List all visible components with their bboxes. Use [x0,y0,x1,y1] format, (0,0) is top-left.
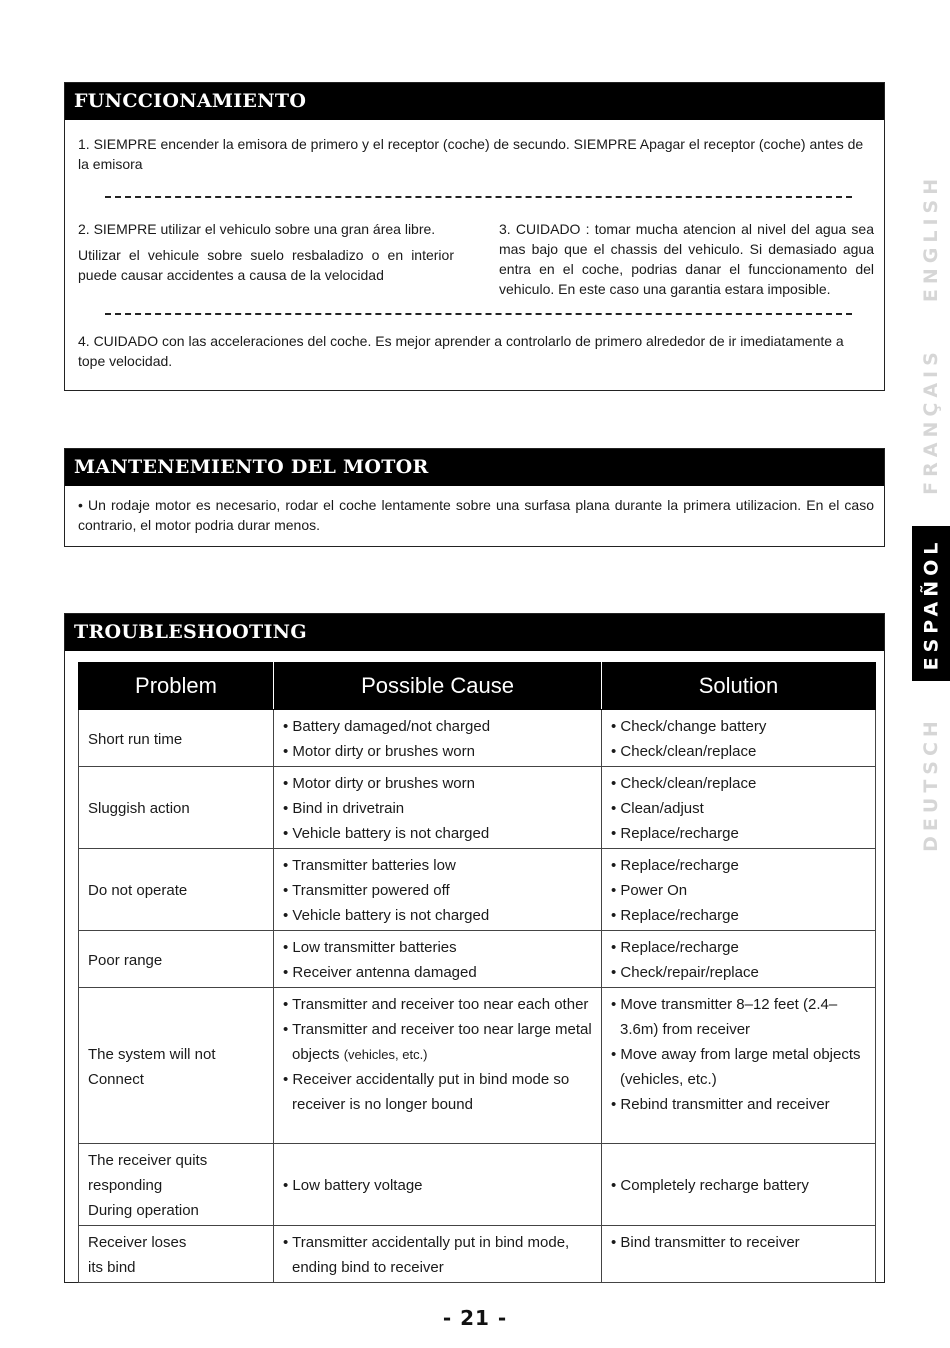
cause-item: • Low transmitter batteries [283,939,457,956]
solution-cell [602,849,876,931]
solution-item: • Move transmitter 8–12 feet (2.4–3.6m) from receiver [611,996,838,1038]
problem-text: Connect [88,1070,144,1088]
troubleshooting-table [78,662,876,1283]
solution-item: • Move away from large metal objects (vehicles, etc.) [611,1046,861,1088]
dashed-divider [105,313,852,315]
tab-english-label: ENGLISH [920,173,942,302]
tab-english[interactable] [912,160,950,315]
tab-francais[interactable] [912,343,950,498]
cause-item: • Motor dirty or brushes worn [283,743,475,760]
cause-cell [274,767,602,849]
solution-item: • Clean/adjust [611,800,704,817]
problem-cell [79,988,274,1144]
tab-deutsch[interactable] [912,706,950,861]
cause-item [283,1017,594,1067]
problem-cell [79,1226,274,1283]
solution-cell [602,988,876,1144]
solution-item: • Check/change battery [611,718,767,735]
table-row [79,1226,876,1283]
mantenimiento-panel [64,448,885,547]
cause-item: • Vehicle battery is not charged [283,907,490,924]
solution-item: • Check/repair/replace [611,964,759,981]
mantenimiento-title: MANTENEMIENTO DEL MOTOR [65,449,884,486]
funcionamiento-item-2-line-1: 2. SIEMPRE utilizar el vehiculo sobre una gran área libre. [78,221,436,237]
table-row [79,767,876,849]
cause-item: • Battery damaged/not charged [283,718,491,735]
problem-text: Poor range [88,951,163,969]
cause-item: • Transmitter and receiver too near each other [283,996,589,1013]
cause-item-text: • Transmitter and receiver too near large metal objects [283,1021,592,1063]
tab-espanol[interactable] [912,526,950,681]
funcionamiento-item-1: 1. SIEMPRE encender la emisora de primero y el receptor (coche) de secundo. SIEMPRE Apagar el receptor (coche) antes de la emisora [78,136,864,172]
solution-item: • Replace/recharge [611,939,739,956]
problem-text: responding [88,1177,163,1194]
tab-espanol-label: ESPAÑOL [920,537,942,670]
solution-item: • Replace/recharge [611,857,739,874]
table-header-row [79,663,876,710]
table-row [79,988,876,1144]
cause-item: • Transmitter batteries low [283,857,456,874]
problem-cell [79,710,274,767]
header-problem: Problem [79,663,274,710]
solution-item: • Completely recharge battery [611,1177,809,1194]
problem-cell [79,849,274,931]
solution-item: • Replace/recharge [611,907,739,924]
cause-item: • Low battery voltage [283,1177,423,1194]
solution-item: • Check/clean/replace [611,743,757,760]
funcionamiento-panel [64,82,885,391]
cause-item: • Transmitter powered off [283,882,450,899]
table-row [79,849,876,931]
table-row [79,1144,876,1226]
cause-item: • Transmitter accidentally put in bind mode, ending bind to receiver [283,1234,570,1276]
solution-item: • Rebind transmitter and receiver [611,1096,830,1113]
cause-cell [274,710,602,767]
tab-francais-label: FRANÇAIS [920,346,942,495]
funcionamiento-item-2-line-2: Utilizar el vehicule sobre suelo resbaladizo o en interior puede causar accidentes a causa de la velocidad [78,247,454,283]
troubleshooting-panel [64,613,885,1283]
problem-cell [79,767,274,849]
solution-cell [602,767,876,849]
cause-item: • Bind in drivetrain [283,800,405,817]
solution-item: • Check/clean/replace [611,775,757,792]
cause-cell [274,1144,602,1226]
header-solution: Solution [602,663,876,710]
problem-text: During operation [88,1202,199,1219]
cause-cell [274,849,602,931]
funcionamiento-item-3: 3. CUIDADO : tomar mucha atencion al nivel del agua sea mas bajo que el chassis del vehiculo. Si demasiado agua entra en el coche, podrias danar el funccionamento del vehiculo. En este caso una garantia estara imposible. [499,221,874,297]
problem-text: Do not operate [88,882,188,899]
problem-text: its bind [88,1259,136,1276]
problem-text: Sluggish action [88,800,190,817]
tab-deutsch-label: DEUTSCH [920,715,943,852]
mantenimiento-text: • Un rodaje motor es necesario, rodar el coche lentamente sobre una surfasa plana durante la primera utilizacion. En el caso contrario, el motor podria durar menos. [78,497,874,533]
cause-item: • Vehicle battery is not charged [283,825,490,842]
solution-cell [602,1144,876,1226]
funcionamiento-title: FUNCCIONAMIENTO [65,83,884,120]
table-row [79,931,876,988]
table-row [79,710,876,767]
solution-item: • Bind transmitter to receiver [611,1234,800,1251]
funcionamiento-item-4: 4. CUIDADO con las acceleraciones del coche. Es mejor aprender a controlarlo de primero alrededor de ir imediatamente a tope velocidad. [78,333,844,369]
problem-text: Receiver loses [88,1234,187,1251]
funcionamiento-item-2 [78,219,454,285]
solution-cell [602,710,876,767]
cause-cell [274,1226,602,1283]
dashed-divider [105,196,852,198]
cause-item: • Receiver antenna damaged [283,964,477,981]
cause-cell [274,988,602,1144]
cause-cell [274,931,602,988]
solution-cell [602,931,876,988]
solution-item: • Power On [611,882,688,899]
cause-item-note: (vehicles, etc.) [343,1047,428,1062]
problem-cell [79,931,274,988]
cause-item: • Receiver accidentally put in bind mode so receiver is no longer bound [283,1071,570,1113]
header-possible-cause: Possible Cause [274,663,602,710]
cause-item: • Motor dirty or brushes worn [283,775,475,792]
solution-cell [602,1226,876,1283]
problem-text: The system will not [88,1045,216,1063]
page-number: - 21 - [442,1306,508,1330]
problem-cell [79,1144,274,1226]
solution-item: • Replace/recharge [611,825,739,842]
problem-text: Short run time [88,730,183,748]
problem-text: The receiver quits [88,1152,208,1169]
troubleshooting-title: TROUBLESHOOTING [65,614,884,651]
